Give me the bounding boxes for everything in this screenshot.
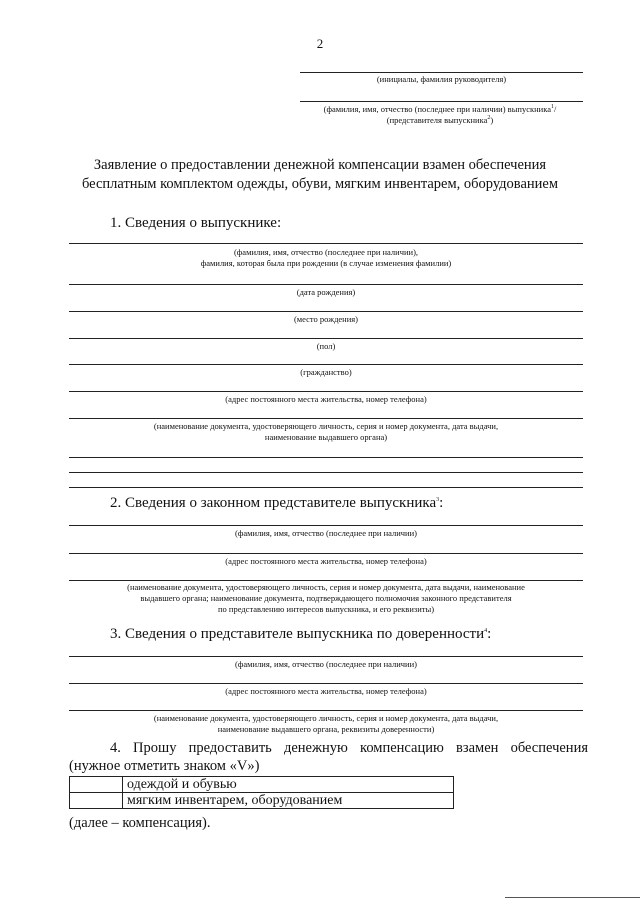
applicant-name-line[interactable] bbox=[300, 101, 583, 102]
document-title bbox=[0, 156, 640, 194]
section2-heading: 2. Сведения о законном представителе выпускника$^3$: bbox=[110, 495, 444, 511]
legal-rep-document-line[interactable] bbox=[69, 580, 583, 581]
citizenship-line[interactable] bbox=[69, 364, 583, 365]
birth-place-caption: (место рождения) bbox=[293, 314, 359, 324]
head-name-line[interactable] bbox=[300, 72, 583, 73]
sex-line[interactable] bbox=[69, 338, 583, 339]
legal-rep-fio-caption: (фамилия, имя, отчество (последнее при наличии) bbox=[235, 528, 417, 538]
graduate-extra-line-2[interactable] bbox=[69, 472, 583, 473]
graduate-document-caption: (наименование документа, удостоверяющего личность, серия и номер документа, дата выдачи, наименование выдавшего органа) bbox=[153, 421, 499, 442]
option-checkbox-inventory[interactable] bbox=[70, 793, 123, 809]
birth-date-line[interactable] bbox=[69, 284, 583, 285]
section4-text-line-1: 4. Прошу предоставить денежную компенсацию взамен обеспечения bbox=[110, 740, 588, 756]
graduate-extra-line-3[interactable] bbox=[69, 487, 583, 488]
graduate-address-line[interactable] bbox=[69, 391, 583, 392]
page-bottom-rule bbox=[505, 897, 640, 898]
option-label-clothing: одеждой и обувью bbox=[123, 777, 454, 793]
legal-rep-document-caption: (наименование документа, удостоверяющего личность, серия и номер документа, дата выдачи, наименование выдавшего органа; наименование документа, подтверждающего полномочия законного представителя по представлению интересов выпускника, и его реквизиты) bbox=[127, 582, 525, 614]
option-label-inventory: мягким инвентарем, оборудованием bbox=[123, 793, 454, 809]
proxy-address-line[interactable] bbox=[69, 683, 583, 684]
page-number: 2 bbox=[316, 36, 324, 51]
option-row bbox=[70, 777, 454, 793]
compensation-options-table bbox=[69, 776, 454, 809]
section4-footer-text: (далее – компенсация). bbox=[69, 815, 211, 831]
birth-place-line[interactable] bbox=[69, 311, 583, 312]
title-line-2: бесплатным комплектом одежды, обуви, мягким инвентарем, оборудованием bbox=[81, 176, 559, 192]
option-checkbox-clothing[interactable] bbox=[70, 777, 123, 793]
option-row bbox=[70, 793, 454, 809]
graduate-fio-line[interactable] bbox=[69, 243, 583, 244]
graduate-extra-line-1[interactable] bbox=[69, 457, 583, 458]
proxy-fio-caption: (фамилия, имя, отчество (последнее при наличии) bbox=[235, 659, 417, 669]
graduate-fio-caption: (фамилия, имя, отчество (последнее при наличии), фамилия, которая была при рождении (в случае изменения фамилии) bbox=[200, 247, 452, 268]
graduate-document-line[interactable] bbox=[69, 418, 583, 419]
proxy-document-caption: (наименование документа, удостоверяющего личность, серия и номер документа, дата выдачи, наименование выдавшего органа, реквизиты доверенности) bbox=[153, 713, 499, 734]
legal-rep-address-caption: (адрес постоянного места жительства, номер телефона) bbox=[225, 556, 427, 566]
sex-caption: (пол) bbox=[316, 341, 336, 351]
birth-date-caption: (дата рождения) bbox=[296, 287, 356, 297]
legal-rep-fio-line[interactable] bbox=[69, 525, 583, 526]
graduate-address-caption: (адрес постоянного места жительства, номер телефона) bbox=[225, 394, 427, 404]
section4-text-line-2: (нужное отметить знаком «V») bbox=[69, 758, 260, 774]
citizenship-caption: (гражданство) bbox=[300, 367, 352, 377]
title-line-1: Заявление о предоставлении денежной компенсации взамен обеспечения bbox=[93, 157, 547, 173]
proxy-fio-line[interactable] bbox=[69, 656, 583, 657]
legal-rep-address-line[interactable] bbox=[69, 553, 583, 554]
proxy-document-line[interactable] bbox=[69, 710, 583, 711]
section1-heading: 1. Сведения о выпускнике: bbox=[110, 215, 282, 231]
head-name-caption: (инициалы, фамилия руководителя) bbox=[376, 74, 507, 84]
section3-heading: 3. Сведения о представителе выпускника по доверенности$^4$: bbox=[110, 626, 492, 642]
applicant-caption: (фамилия, имя, отчество (последнее при наличии) выпускника$^1$/ (представителя выпускника$^2$) bbox=[323, 104, 557, 125]
proxy-address-caption: (адрес постоянного места жительства, номер телефона) bbox=[225, 686, 427, 696]
